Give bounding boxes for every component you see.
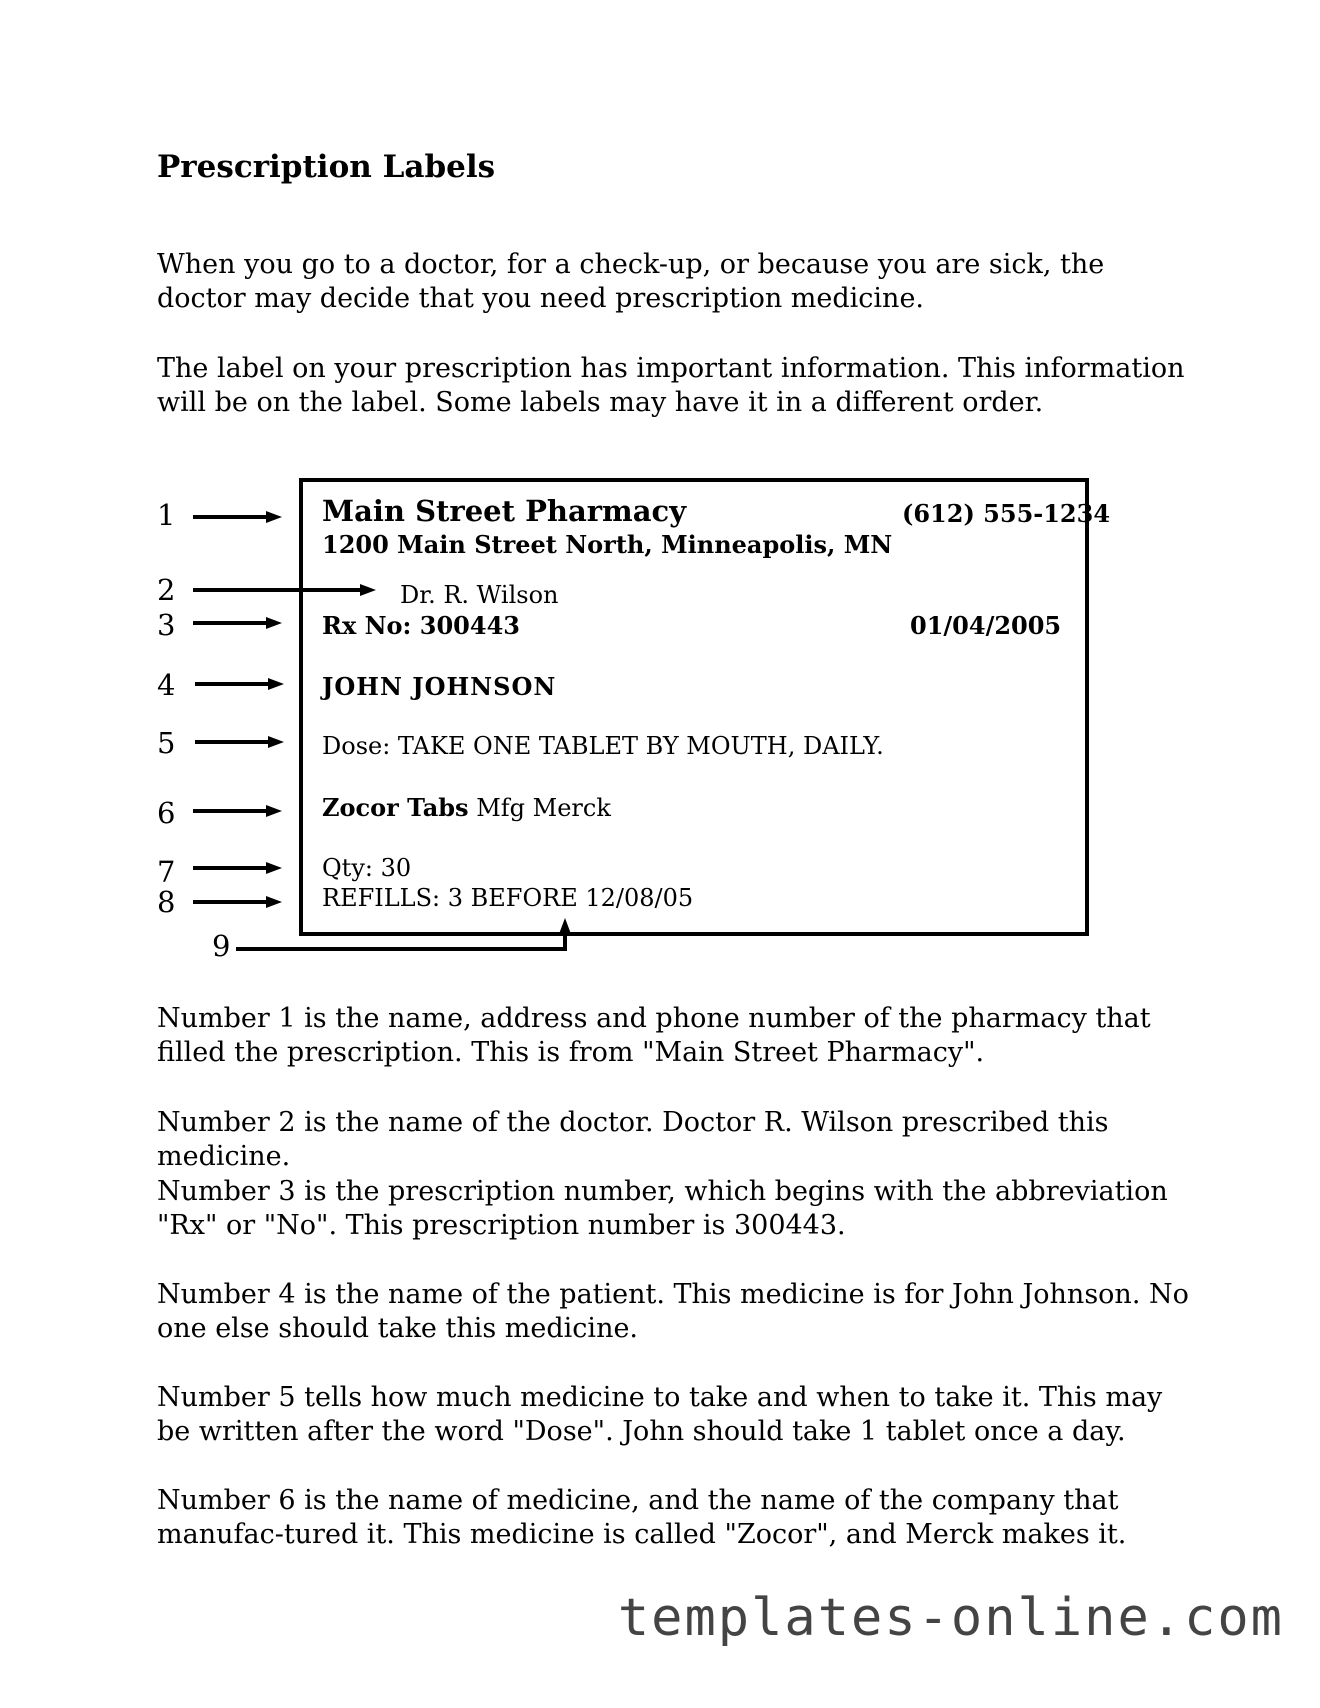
arrow-2-icon	[193, 584, 376, 596]
callout-number-5: 5	[157, 726, 176, 760]
callout-number-6: 6	[157, 796, 176, 830]
explanation-1: Number 1 is the name, address and phone number of the pharmacy that filled the prescription. This is from "Main Street Pharmacy".	[157, 1003, 1151, 1068]
arrow-4-icon	[195, 678, 284, 690]
callout-number-4: 4	[157, 668, 176, 702]
explanation-3: Number 3 is the prescription number, which begins with the abbreviation "Rx" or "No". This prescription number is 300443.	[157, 1176, 1168, 1241]
manufacturer: Mfg Merck	[468, 794, 611, 822]
quantity: Qty: 30	[322, 854, 412, 882]
callout-number-9: 9	[212, 929, 231, 963]
watermark: templates-online.com	[617, 1588, 1284, 1648]
arrow-8-icon	[193, 896, 282, 908]
callout-number-2: 2	[157, 573, 176, 607]
callout-number-3: 3	[157, 608, 176, 642]
arrow-9-icon	[236, 918, 571, 949]
patient-name: JOHN JOHNSON	[322, 672, 557, 701]
explanation-2: Number 2 is the name of the doctor. Doctor R. Wilson prescribed this medicine.	[157, 1107, 1109, 1172]
pharmacy-address: 1200 Main Street North, Minneapolis, MN	[322, 530, 893, 559]
callout-number-7: 7	[157, 855, 176, 889]
rx-number: Rx No: 300443	[322, 611, 520, 640]
explanation-6: Number 6 is the name of medicine, and the name of the company that manufac-tured it. This medicine is called "Zocor", and Merck makes it.	[157, 1485, 1127, 1550]
medicine-name: Zocor Tabs	[322, 793, 469, 822]
callout-number-1: 1	[157, 498, 176, 532]
intro-paragraph-2: The label on your prescription has important information. This information will be on the label. Some labels may have it in a different order.	[157, 353, 1185, 418]
arrow-6-icon	[193, 805, 282, 817]
arrow-5-icon	[195, 736, 284, 748]
explanation-5: Number 5 tells how much medicine to take and when to take it. This may be written after the word "Dose". John should take 1 tablet once a day.	[157, 1382, 1163, 1447]
pharmacy-name: Main Street Pharmacy	[322, 494, 687, 528]
rx-date: 01/04/2005	[910, 611, 1062, 640]
explanation-4: Number 4 is the name of the patient. This medicine is for John Johnson. No one else should take this medicine.	[157, 1279, 1189, 1344]
dose-instructions: Dose: TAKE ONE TABLET BY MOUTH, DAILY.	[322, 732, 884, 760]
callout-number-8: 8	[157, 885, 176, 919]
arrow-7-icon	[193, 862, 282, 874]
intro-paragraph-1: When you go to a doctor, for a check-up, or because you are sick, the doctor may decide that you need prescription medicine.	[157, 249, 1105, 314]
refills: REFILLS: 3 BEFORE 12/08/05	[322, 884, 694, 912]
pharmacy-phone: (612) 555-1234	[902, 499, 1111, 528]
doctor-name: Dr. R. Wilson	[400, 581, 559, 609]
page-title: Prescription Labels	[157, 149, 496, 185]
arrow-3-icon	[193, 617, 282, 629]
arrow-1-icon	[193, 511, 282, 523]
